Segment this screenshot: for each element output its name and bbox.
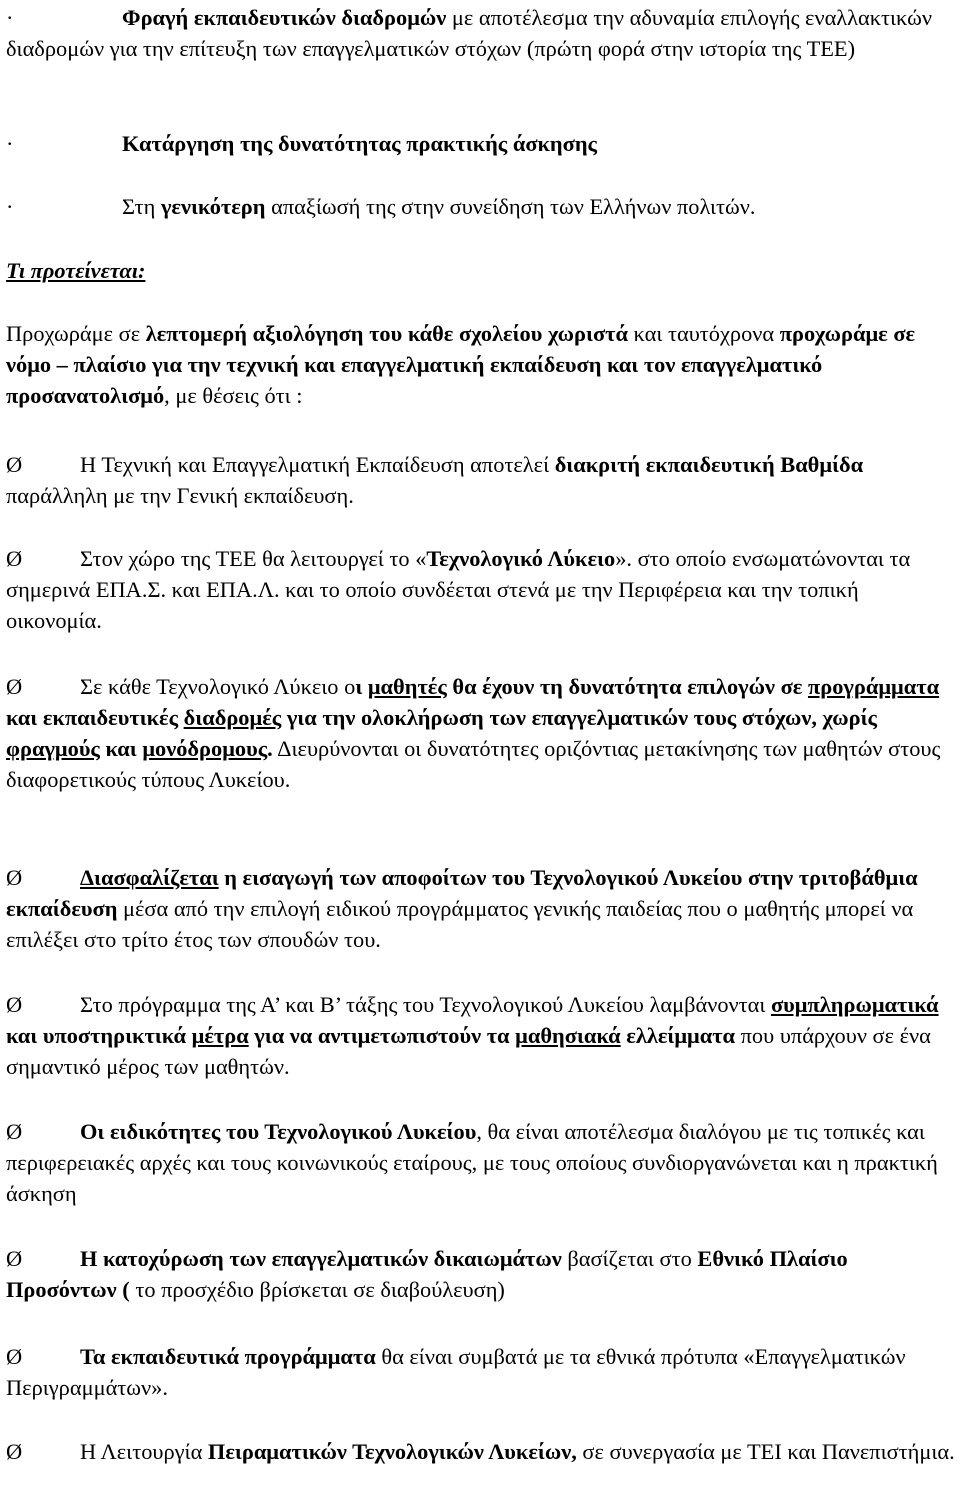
plain-text: , με θέσεις ότι : (164, 383, 303, 408)
bold-text: Κατάργηση της δυνατότητας πρακτικής άσκησης (122, 131, 597, 156)
plain-text: Στη (122, 194, 161, 219)
arrow-bullet-icon: Ø (6, 546, 23, 571)
bullet-marker: · (6, 194, 14, 219)
item-text (6, 1116, 956, 1209)
item-text (6, 1243, 956, 1305)
bold-underlined-text: μαθητές (367, 674, 447, 699)
bullet-item-1 (6, 2, 956, 64)
intro-paragraph (6, 318, 956, 411)
plain-text: το προσχέδιο βρίσκεται σε διαβούλευση) (129, 1277, 505, 1302)
arrow-bullet-icon: Ø (6, 1344, 23, 1369)
proposal-item-5 (6, 989, 956, 1082)
proposal-item-4 (6, 862, 956, 955)
plain-text: με αποτέλεσμα την αδυναμία επιλογής εναλλακτικών διαδρομών για την επίτευξη των επαγγελματικών στόχων (πρώτη φορά στην ιστορία της ΤΕΕ) (6, 5, 933, 61)
bold-underlined-text: φραγμούς (6, 736, 100, 761)
proposal-item-8 (6, 1341, 956, 1403)
arrow-bullet-icon: Ø (6, 1119, 23, 1144)
plain-text: Διευρύνονται οι δυνατότητες οριζόντιας μετακίνησης των μαθητών στους διαφορετικούς τύπους Λυκείου. (6, 736, 941, 792)
plain-text: που υπάρχουν σε ένα σημαντικό μέρος των μαθητών. (6, 1023, 931, 1079)
plain-text: μέσα από την επιλογή ειδικού προγράμματος γενικής παιδείας που ο μαθητής μπορεί να επιλέξει στο τρίτο έτος των σπουδών του. (6, 896, 914, 952)
arrow-bullet-icon: Ø (6, 674, 23, 699)
plain-text: Η Τεχνική και Επαγγελματική Εκπαίδευση αποτελεί (80, 452, 555, 477)
arrow-bullet-icon: Ø (6, 992, 23, 1017)
proposal-item-3 (6, 671, 956, 795)
bold-text: ι (355, 674, 368, 699)
bold-text: Οι ειδικότητες του Τεχνολογικού Λυκείου (80, 1119, 477, 1144)
bold-text: Η κατοχύρωση των επαγγελματικών δικαιωμάτων (80, 1246, 562, 1271)
plain-text: Σε κάθε Τεχνολογικό Λύκειο ο (80, 674, 356, 699)
item-text (6, 543, 956, 636)
bold-text: για την ολοκλήρωση των επαγγελματικών τους στόχων, χωρίς (281, 705, 877, 730)
bold-underlined-text: διαδρομές (183, 705, 282, 730)
bold-underlined-text: Διασφαλίζεται (80, 865, 219, 890)
bold-underlined-text: προγράμματα (807, 674, 940, 699)
item-text (6, 862, 956, 955)
bold-text: Πειραματικών Τεχνολογικών Λυκείων, (207, 1439, 577, 1464)
bold-text: Εθνικό Πλαίσιο Προσόντων ( (6, 1246, 848, 1302)
item-text (6, 1436, 956, 1467)
item-text (6, 989, 956, 1082)
bold-text: θα έχουν τη δυνατότητα επιλογών σε (446, 674, 808, 699)
arrow-bullet-icon: Ø (6, 1246, 23, 1271)
bullet-text (6, 2, 956, 64)
bold-underlined-text: συμπληρωματικά (771, 992, 939, 1017)
arrow-bullet-icon: Ø (6, 452, 23, 477)
bold-text: Τεχνολογικό Λύκειο (426, 546, 616, 571)
plain-text: και ταυτόχρονα (627, 321, 780, 346)
bullet-item-2 (6, 128, 956, 159)
bold-text: διακριτή εκπαιδευτική Βαθμίδα (554, 452, 864, 477)
bold-text: για να αντιμετωπιστούν τα (248, 1023, 516, 1048)
proposal-item-1 (6, 449, 956, 511)
arrow-bullet-icon: Ø (6, 1439, 23, 1464)
item-text (6, 1341, 956, 1403)
bullet-text (6, 128, 956, 159)
bullet-marker: · (6, 131, 14, 156)
arrow-bullet-icon: Ø (6, 865, 23, 890)
bold-text: και (99, 736, 143, 761)
bold-text: η εισαγωγή των αποφοίτων του Τεχνολογικού Λυκείου στην τριτοβάθμια εκπαίδευση (6, 865, 918, 921)
bold-underlined-text: μαθησιακά (515, 1023, 621, 1048)
bold-text: Φραγή εκπαιδευτικών διαδρομών (122, 5, 447, 30)
bold-text: λεπτομερή αξιολόγηση του κάθε σχολείου χωριστά (145, 321, 628, 346)
proposal-item-7 (6, 1243, 956, 1305)
plain-text: Στο πρόγραμμα της Α’ και Β’ τάξης του Τεχνολογικού Λυκείου λαμβάνονται (80, 992, 771, 1017)
bold-underlined-text: μονόδρομους (142, 736, 268, 761)
plain-text: βασίζεται στο (561, 1246, 698, 1271)
bold-text: γενικότερη (160, 194, 266, 219)
proposal-item-2 (6, 543, 956, 636)
proposal-item-6 (6, 1116, 956, 1209)
section-heading: Τι προτείνεται: (6, 258, 146, 283)
bullet-text (6, 191, 956, 222)
bold-text: και υποστηρικτικά (6, 1023, 192, 1048)
bold-underlined-text: μέτρα (191, 1023, 249, 1048)
plain-text: θα είναι συμβατά με τα εθνικά πρότυπα «Επαγγελματικών Περιγραμμάτων». (6, 1344, 906, 1400)
bold-text: Τα εκπαιδευτικά προγράμματα (80, 1344, 376, 1369)
bullet-marker: · (6, 5, 14, 30)
plain-text: απαξίωσή της στην συνείδηση των Ελλήνων πολιτών. (265, 194, 756, 219)
bold-text: ελλείμματα (620, 1023, 736, 1048)
plain-text: ». στο οποίο ενσωματώνονται τα σημερινά ΕΠΑ.Σ. και ΕΠΑ.Λ. και το οποίο συνδέεται στενά με την Περιφέρεια και την τοπική οικονομία. (6, 546, 911, 633)
plain-text: Στον χώρο της ΤΕΕ θα λειτουργεί το « (80, 546, 427, 571)
bold-text: . (267, 736, 273, 761)
plain-text: , θα είναι αποτέλεσμα διαλόγου με τις τοπικές και περιφερειακές αρχές και τους κοινωνικούς εταίρους, με τους οποίους συνδιοργανώνεται και η πρακτική άσκηση (6, 1119, 938, 1206)
proposal-item-9 (6, 1436, 956, 1467)
plain-text: Προχωράμε σε (6, 321, 146, 346)
plain-text: σε συνεργασία με ΤΕΙ και Πανεπιστήμια. (576, 1439, 955, 1464)
plain-text: Η Λειτουργία (80, 1439, 208, 1464)
plain-text: παράλληλη με την Γενική εκπαίδευση. (6, 483, 354, 508)
bullet-item-3 (6, 191, 956, 222)
bold-text: και εκπαιδευτικές (6, 705, 184, 730)
item-text (6, 671, 956, 795)
bold-text: προχωράμε σε νόμο – πλαίσιο για την τεχνική και επαγγελματική εκπαίδευση και τον επαγγελματικό προσανατολισμό (6, 321, 916, 408)
item-text (6, 449, 956, 511)
